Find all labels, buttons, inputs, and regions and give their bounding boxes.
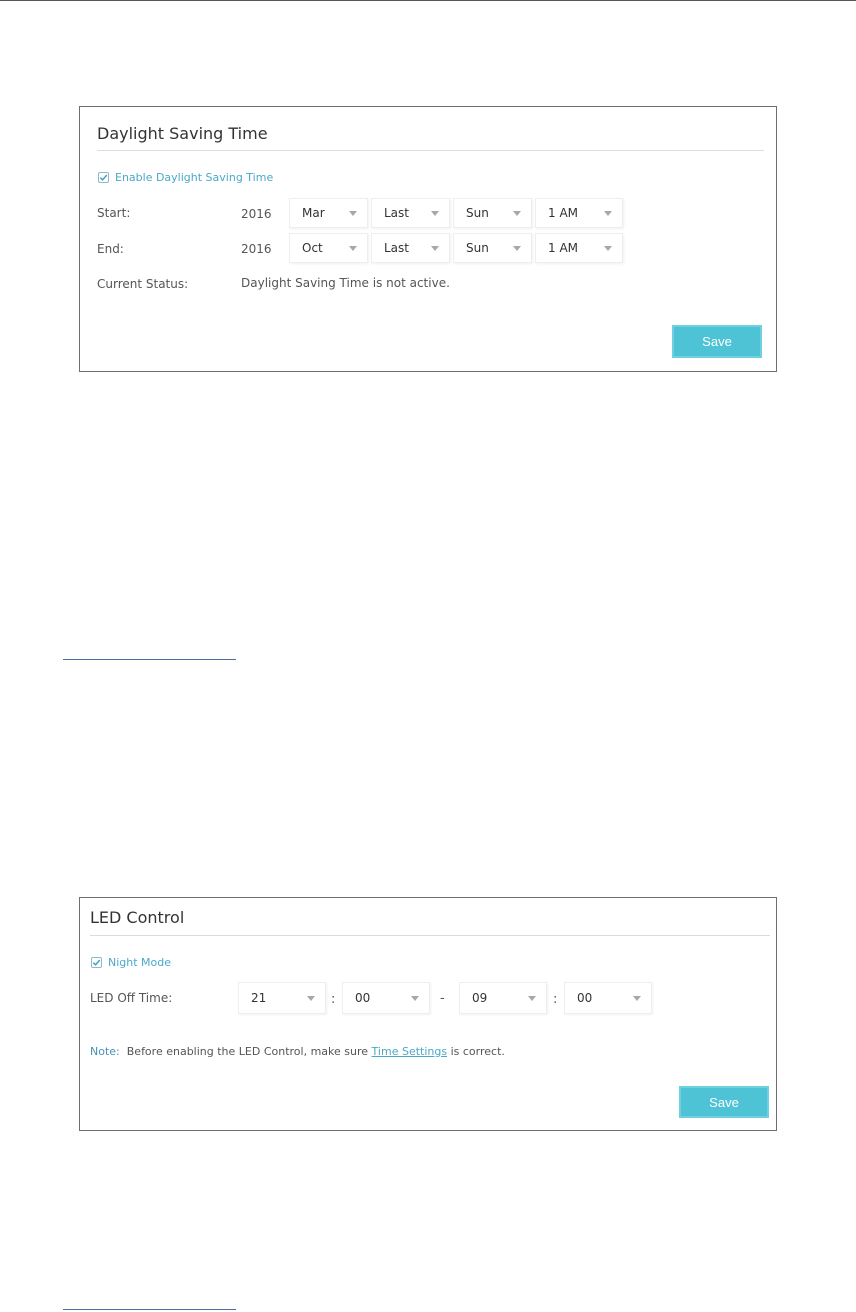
note-text-before: Before enabling the LED Control, make sure <box>126 1045 369 1058</box>
page-top-rule <box>0 0 856 1</box>
chevron-down-icon <box>604 246 612 251</box>
dst-end-week-value: Last <box>384 241 409 255</box>
led-save-button[interactable]: Save <box>679 1086 769 1118</box>
dst-start-time-select[interactable] <box>535 198 623 228</box>
dst-enable-row[interactable] <box>98 171 273 184</box>
led-off-time-label: LED Off Time: <box>90 991 173 1005</box>
dst-panel <box>79 106 777 372</box>
time-colon: : <box>331 992 336 1007</box>
dst-start-day-select[interactable] <box>453 198 532 228</box>
chevron-down-icon <box>349 246 357 251</box>
chevron-down-icon <box>411 996 419 1001</box>
dst-start-year: 2016 <box>241 207 272 221</box>
led-note <box>90 1045 505 1058</box>
chevron-down-icon <box>633 996 641 1001</box>
dst-start-month-value: Mar <box>302 206 325 220</box>
led-from-hour-value: 21 <box>251 991 267 1005</box>
chevron-down-icon <box>513 246 521 251</box>
led-from-minute-select[interactable] <box>342 982 430 1014</box>
chevron-down-icon <box>528 996 536 1001</box>
section-rule <box>63 659 236 660</box>
led-panel <box>79 897 777 1131</box>
dst-end-label: End: <box>97 242 124 256</box>
time-settings-link[interactable]: Time Settings <box>371 1045 448 1058</box>
dst-enable-checkbox[interactable] <box>98 172 109 183</box>
night-mode-label[interactable]: Night Mode <box>108 956 172 969</box>
led-to-minute-select[interactable] <box>564 982 652 1014</box>
dst-enable-label[interactable]: Enable Daylight Saving Time <box>115 171 274 184</box>
dst-start-label: Start: <box>97 206 131 220</box>
dst-end-month-value: Oct <box>302 241 323 255</box>
chevron-down-icon <box>431 246 439 251</box>
dst-end-time-value: 1 AM <box>548 241 579 255</box>
dst-save-button[interactable]: Save <box>672 325 762 358</box>
night-mode-checkbox[interactable] <box>91 957 102 968</box>
dst-start-day-value: Sun <box>466 206 489 220</box>
dst-end-week-select[interactable] <box>371 233 450 263</box>
chevron-down-icon <box>431 211 439 216</box>
dst-status-value: Daylight Saving Time is not active. <box>241 276 450 290</box>
dst-end-month-select[interactable] <box>289 233 368 263</box>
note-key: Note: <box>90 1045 120 1058</box>
chevron-down-icon <box>349 211 357 216</box>
note-text-after: is correct. <box>450 1045 505 1058</box>
dst-panel-title: Daylight Saving Time <box>97 124 268 143</box>
night-mode-row[interactable] <box>91 956 171 969</box>
dst-status-label: Current Status: <box>97 277 189 291</box>
dst-end-day-value: Sun <box>466 241 489 255</box>
dst-start-time-value: 1 AM <box>548 206 579 220</box>
checkmark-icon <box>99 173 108 182</box>
dst-end-day-select[interactable] <box>453 233 532 263</box>
chevron-down-icon <box>307 996 315 1001</box>
dst-title-divider <box>97 150 764 151</box>
led-panel-title: LED Control <box>90 908 185 927</box>
chevron-down-icon <box>604 211 612 216</box>
dst-start-week-value: Last <box>384 206 409 220</box>
led-to-hour-value: 09 <box>472 991 488 1005</box>
chevron-down-icon <box>513 211 521 216</box>
time-colon: : <box>553 992 558 1007</box>
section-rule <box>63 1309 236 1310</box>
led-title-divider <box>90 935 770 936</box>
dst-start-week-select[interactable] <box>371 198 450 228</box>
led-to-minute-value: 00 <box>577 991 593 1005</box>
checkmark-icon <box>92 958 101 967</box>
led-from-minute-value: 00 <box>355 991 371 1005</box>
dst-end-time-select[interactable] <box>535 233 623 263</box>
led-to-hour-select[interactable] <box>459 982 547 1014</box>
time-range-separator: - <box>440 991 445 1006</box>
led-from-hour-select[interactable] <box>238 982 326 1014</box>
dst-end-year: 2016 <box>241 242 272 256</box>
dst-start-month-select[interactable] <box>289 198 368 228</box>
